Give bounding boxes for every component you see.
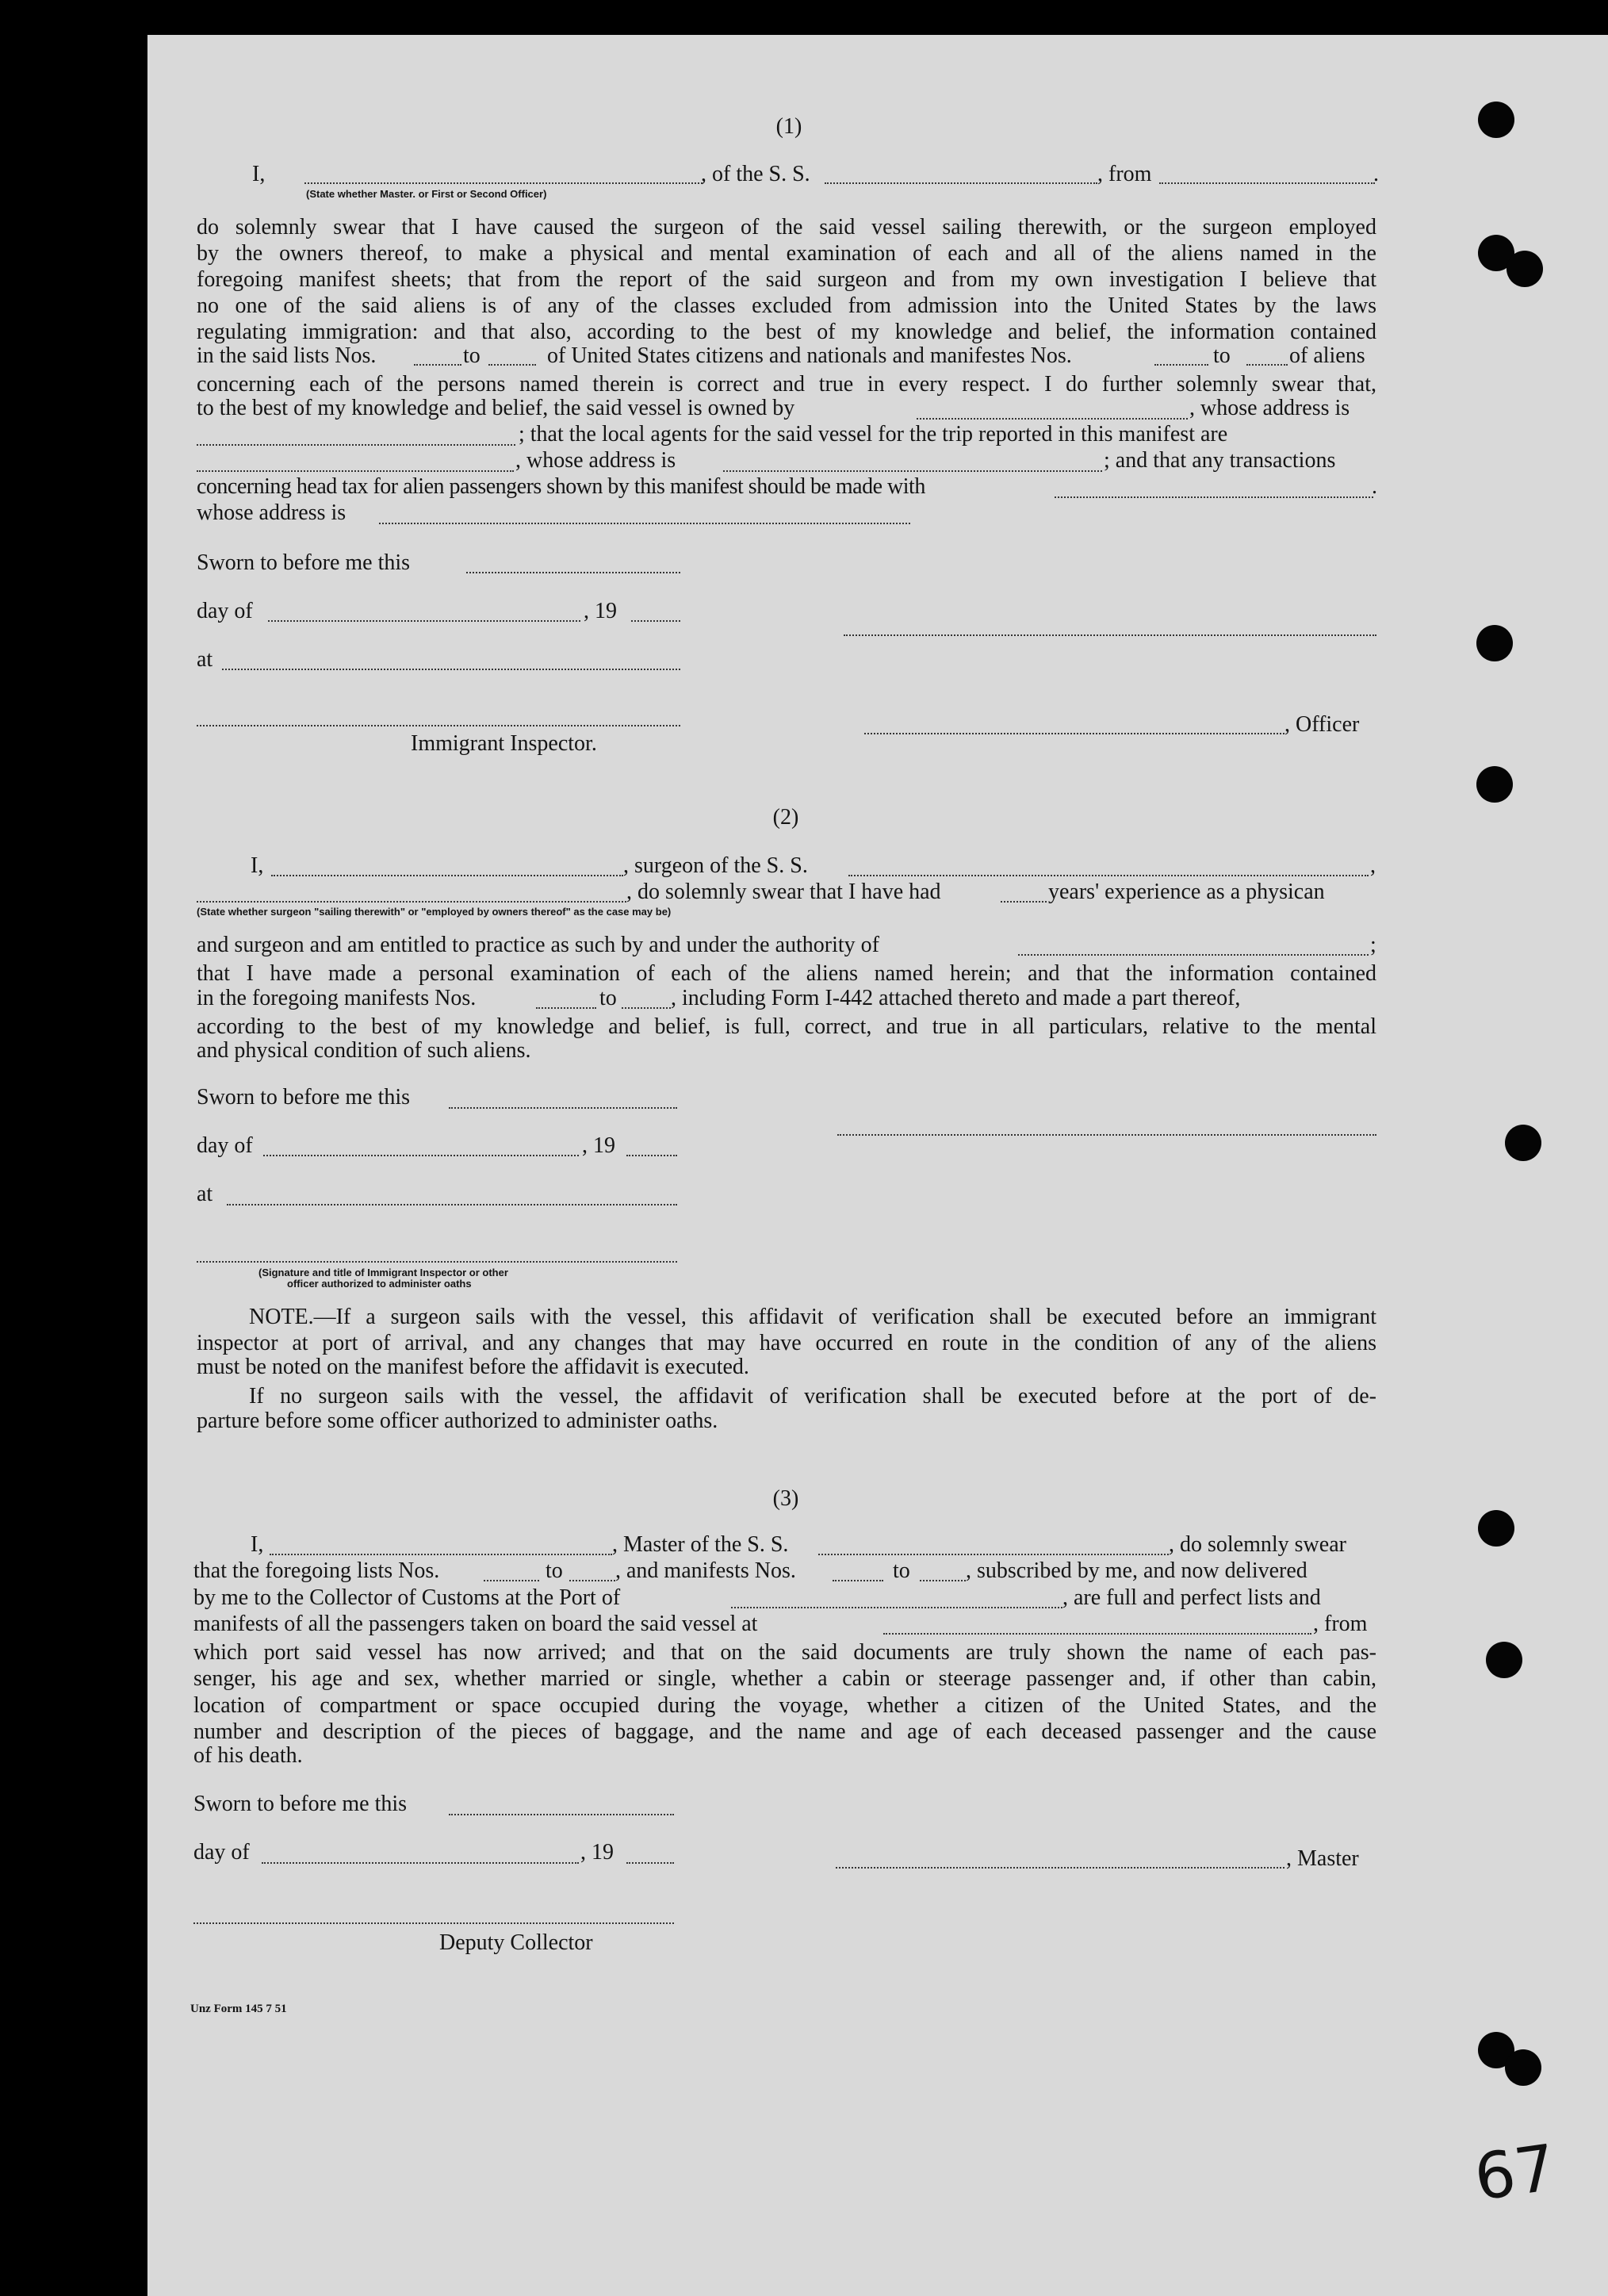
s3-l1e: , subscribed by me, and now delivered [966,1558,1307,1583]
officer-rank-note: (State whether Master. or First or Second Officer) [306,188,547,200]
s2-sig-note-1: (Signature and title of Immigrant Inspector or other [258,1267,508,1278]
s2-swear-a: , do solemnly swear that I have had [626,880,941,904]
s3-l1b: to [546,1558,563,1583]
s2-l3b: to [599,986,617,1010]
s1-l9: ; that the local agents for the said vessel for the trip reported in this manifest are [519,422,1228,447]
s2-sig-note-2: officer authorized to administer oaths [287,1278,472,1290]
s3-day-of-label: day of [193,1840,250,1865]
officer-signature-line[interactable] [844,634,1376,636]
s2-day-field[interactable] [263,1155,579,1156]
s1-l6c: of United States citizens and nationals and manifestes Nos. [547,343,1072,368]
surgeon-status-note: (State whether surgeon "sailing therewith" or "employed by owners thereof" as the case may be) [197,906,672,918]
inspector-signature-line[interactable] [197,725,680,726]
s1-inspector-label: Immigrant Inspector. [411,731,597,756]
s3-year-field[interactable] [626,1862,674,1864]
s2-line-4: according to the best of my knowledge and belief, is full, correct, and true in all particulars, relative to the mental [197,1014,1376,1039]
s1-l10a: , whose address is [515,448,676,473]
s1-l6d: to [1213,343,1231,368]
citizen-list-from-field[interactable] [414,364,461,366]
s1-sworn-field[interactable] [466,572,680,573]
s2-at-field[interactable] [227,1204,677,1205]
binder-hole [1507,251,1543,287]
s3-line-5: senger, his age and sex, whether married or single, whether a cabin or steerage passenger and, if other than cabin, [193,1666,1376,1691]
s1-day-of-label: day of [197,599,253,623]
s3-sworn-label: Sworn to before me this [193,1792,408,1816]
deputy-collector-signature-line[interactable] [193,1922,674,1924]
surgeon-signature-line[interactable] [837,1134,1376,1136]
section-1-number: (1) [775,114,802,139]
s3-deputy-label: Deputy Collector [439,1930,593,1955]
s1-l8b: , whose address is [1189,396,1350,420]
s3-list-to-field[interactable] [569,1580,615,1581]
s3-l3b: , from [1313,1612,1368,1636]
owner-address-field[interactable] [197,444,515,446]
s3-l3a: manifests of all the passengers taken on board the said vessel at [193,1612,758,1636]
s1-at-field[interactable] [222,669,680,670]
s1-i-label: I, [252,162,266,186]
s1-year-label: , 19 [584,599,617,623]
s3-master-name-field[interactable] [270,1554,612,1555]
s1-l11: concerning head tax for alien passengers shown by this manifest should be made with [197,474,925,499]
port-of-arrival-field[interactable] [731,1607,1062,1608]
s2-sworn-label: Sworn to before me this [197,1085,411,1110]
s3-line-6: location of compartment or space occupied during the voyage, whether a citizen of the United States, and the [193,1693,1376,1718]
head-tax-address-field[interactable] [379,523,910,524]
years-experience-field[interactable] [1001,901,1047,903]
s2-surgeon-of-label: , surgeon of the S. S. [623,853,808,878]
s2-l1: and surgeon and am entitled to practice as such by and under the authority of [197,933,879,957]
s3-line-4: which port said vessel has now arrived; and that on the said documents are truly shown the name of each pas- [193,1640,1376,1665]
s3-line-7: number and description of the pieces of baggage, and the name and age of each deceased passenger and the cause [193,1719,1376,1744]
alien-manifest-from-field[interactable] [1154,364,1208,366]
note-line-4: If no surgeon sails with the vessel, the affidavit of verification shall be executed before at the port of de- [249,1384,1376,1409]
note-line-1: NOTE.—If a surgeon sails with the vessel, this affidavit of verification shall be executed before an immigrant [249,1305,1376,1329]
section-3-number: (3) [772,1486,799,1511]
binder-hole [1505,1125,1541,1161]
s2-at-label: at [197,1182,213,1206]
s3-list-from-field[interactable] [484,1580,539,1581]
s1-line-5: regulating immigration: and that also, according to the best of my knowledge and belief, the information contained [197,320,1376,344]
from-port-field[interactable] [1159,182,1375,184]
s1-year-field[interactable] [631,620,680,622]
s3-master-label: , Master [1286,1846,1359,1871]
binder-hole [1476,625,1513,661]
s2-comma: , [1370,853,1376,878]
administering-officer-line[interactable] [197,1261,677,1263]
note-line-5: parture before some officer authorized to administer oaths. [197,1409,718,1433]
s1-line-4: no one of the said aliens is of any of the classes excluded from admission into the United States by the laws [197,293,1376,318]
binder-hole [1478,1510,1514,1547]
s3-l1c: , and manifests Nos. [615,1558,796,1583]
binder-hole [1476,766,1513,803]
s2-manifest-from-field[interactable] [536,1007,596,1009]
s1-from-end: . [1373,162,1379,186]
s2-l3c: , including Form I-442 attached thereto and made a part thereof, [671,986,1241,1010]
s2-vessel-field[interactable] [848,875,1369,876]
s2-manifest-to-field[interactable] [622,1007,671,1009]
note-line-2: inspector at port of arrival, and any changes that may have occurred en route in the condition of any of the aliens [197,1331,1376,1355]
s3-swear-label: , do solemnly swear [1169,1532,1346,1557]
s3-manifest-from-field[interactable] [833,1580,883,1581]
s1-l11-end: . [1372,474,1377,499]
s1-from-label: , from [1097,162,1152,186]
s3-master-of-label: , Master of the S. S. [612,1532,789,1557]
s3-sworn-field[interactable] [449,1814,674,1815]
s1-of-ss-label: , of the S. S. [701,162,810,186]
s1-day-field[interactable] [268,620,580,622]
head-tax-contact-field[interactable] [1055,496,1373,498]
s1-l6e: of aliens [1289,343,1365,368]
s3-day-field[interactable] [262,1862,579,1864]
s3-master-signature-line[interactable] [836,1867,1284,1869]
vessel-name-field[interactable] [825,182,1097,184]
s1-line-3: foregoing manifest sheets; that from the report of the said surgeon and from my own investigation I believe that [197,267,1376,292]
s1-line-7: concerning each of the persons named therein is correct and true in every respect. I do further solemnly swear that, [197,372,1376,397]
s3-line-8: of his death. [193,1743,303,1768]
s3-l1a: that the foregoing lists Nos. [193,1558,440,1583]
s2-sworn-field[interactable] [449,1107,677,1109]
s1-l10b: ; and that any transactions [1104,448,1336,473]
form-number: Unz Form 145 7 51 [190,2003,287,2015]
s1-sworn-label: Sworn to before me this [197,550,411,575]
s1-officer-label: , Officer [1284,712,1360,737]
s2-swear-b: years' experience as a physican [1048,880,1325,904]
s1-l6b: to [463,343,480,368]
license-authority-field[interactable] [1018,954,1369,956]
note-line-3: must be noted on the manifest before the affidavit is executed. [197,1355,749,1379]
s3-l2a: by me to the Collector of Customs at the Port of [193,1585,621,1610]
alien-manifest-to-field[interactable] [1246,364,1288,366]
s2-l3a: in the foregoing manifests Nos. [197,986,477,1010]
s2-day-of-label: day of [197,1133,253,1158]
port-of-embarkation-field[interactable] [883,1633,1311,1635]
s1-at-label: at [197,647,213,672]
s3-vessel-field[interactable] [818,1554,1169,1555]
section-2-number: (2) [772,805,799,830]
s1-l6a: in the said lists Nos. [197,343,377,368]
s2-line-5: and physical condition of such aliens. [197,1038,531,1063]
s2-year-label: , 19 [582,1133,615,1158]
s2-i-label: I, [251,853,264,878]
binder-hole [1505,2049,1541,2086]
agents-address-field[interactable] [723,470,1102,472]
s3-l2b: , are full and perfect lists and [1062,1585,1321,1610]
owner-field[interactable] [917,418,1188,420]
local-agents-field[interactable] [197,470,514,472]
master-name-field[interactable] [304,182,703,184]
handwritten-page-number: 67 [1469,2130,1560,2215]
s3-i-label: I, [251,1532,264,1557]
citizen-list-to-field[interactable] [488,364,536,366]
s1-l8a: to the best of my knowledge and belief, the said vessel is owned by [197,396,795,420]
binder-hole [1478,102,1514,138]
s1-l12: whose address is [197,500,346,525]
surgeon-name-field[interactable] [271,875,623,876]
binder-hole [1486,1642,1522,1678]
s2-year-field[interactable] [626,1155,677,1156]
s3-l1d: to [893,1558,910,1583]
s2-line-2: that I have made a personal examination of each of the aliens named herein; and that the information contained [197,961,1376,986]
s2-l1-end: ; [1370,933,1376,957]
s1-line-2: by the owners thereof, to make a physical and mental examination of each and all of the aliens named in the [197,241,1376,266]
surgeon-status-field[interactable] [197,901,626,903]
s3-manifest-to-field[interactable] [920,1580,966,1581]
officer-name-field[interactable] [864,733,1284,734]
s1-line-1: do solemnly swear that I have caused the surgeon of the said vessel sailing therewith, or the surgeon employed [197,215,1376,240]
s3-year-label: , 19 [580,1840,614,1865]
